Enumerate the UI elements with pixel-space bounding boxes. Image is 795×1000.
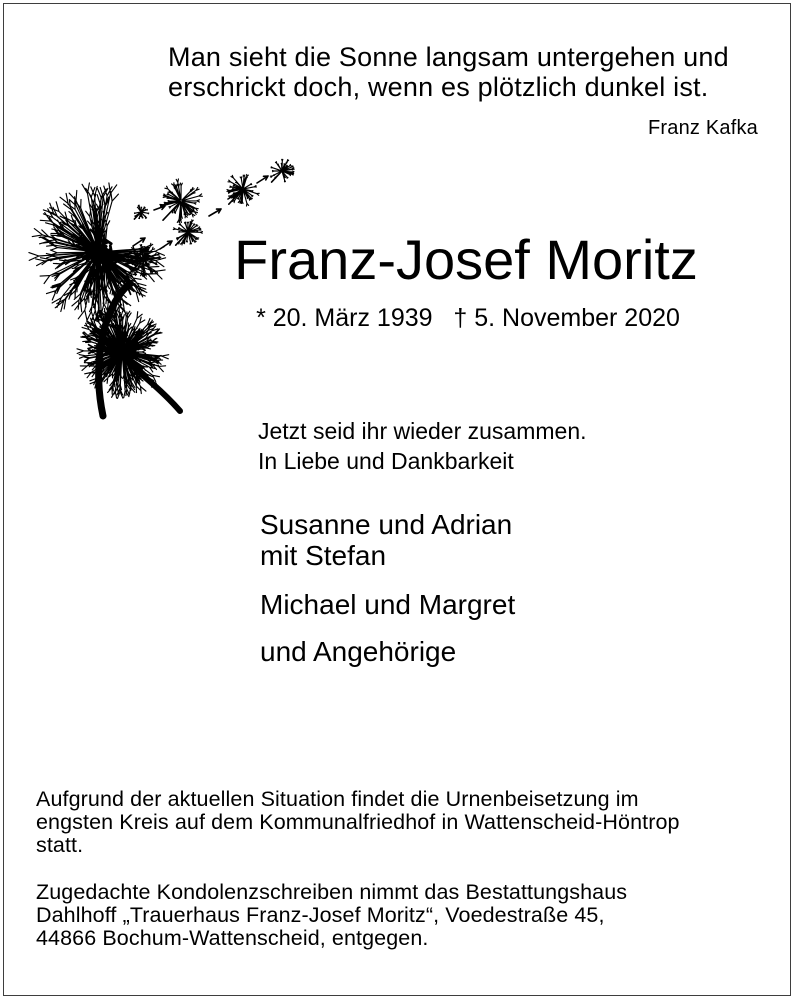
mourners-list: [260, 509, 515, 667]
farewell-message: [258, 416, 587, 476]
notice-line: Zugedachte Kondolenzschreiben nimmt das Bestattungshaus: [36, 880, 628, 904]
farewell-line: In Liebe und Dankbarkeit: [258, 448, 514, 474]
quote-block: [168, 42, 758, 140]
deceased-name: Franz-Josef Moritz: [234, 228, 698, 291]
quote-line: Man sieht die Sonne langsam untergehen und: [168, 42, 729, 72]
mourner-line: Susanne und Adrian: [260, 509, 513, 540]
mourner-line: und Angehörige: [260, 636, 457, 667]
farewell-line: Jetzt seid ihr wieder zusammen.: [258, 418, 587, 444]
mourner-group: [260, 509, 515, 571]
notice-line: 44866 Bochum-Wattenscheid, entgegen.: [36, 926, 429, 950]
condolence-notice: [36, 881, 627, 950]
notice-line: engsten Kreis auf dem Kommunalfriedhof in Wattenscheid-Höntrop: [36, 810, 680, 834]
quote-line: erschrickt doch, wenn es plötzlich dunkel ist.: [168, 72, 709, 102]
quote-attribution: Franz Kafka: [647, 117, 758, 139]
notice-line: statt.: [36, 833, 84, 857]
life-dates: * 20. März 1939 † 5. November 2020: [256, 304, 680, 332]
mourner-line: Michael und Margret: [260, 589, 516, 620]
mourner-line: mit Stefan: [260, 540, 387, 571]
mourner-group: [260, 636, 515, 667]
notice-line: Aufgrund der aktuellen Situation findet die Urnenbeisetzung im: [36, 787, 639, 811]
notice-line: Dahlhoff „Trauerhaus Franz-Josef Moritz“, Voedestraße 45,: [36, 903, 605, 927]
burial-notice: [36, 788, 680, 857]
mourner-group: [260, 589, 515, 620]
